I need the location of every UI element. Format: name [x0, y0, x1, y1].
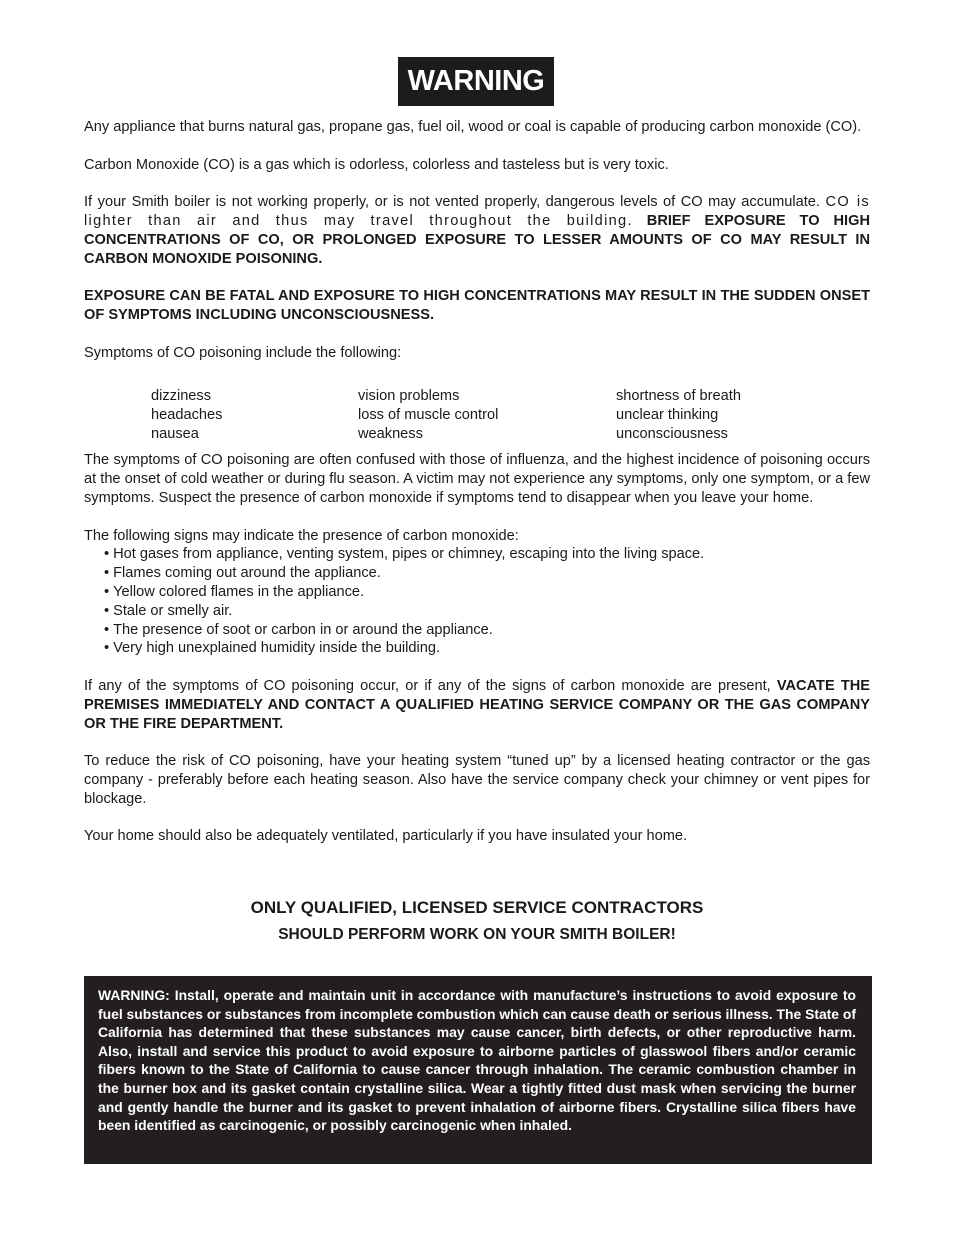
paragraph-smith-boiler: [84, 193, 870, 268]
qualified-contractors-heading: ONLY QUALIFIED, LICENSED SERVICE CONTRACTORS: [250, 898, 704, 917]
symptom-item: loss of muscle control: [358, 407, 499, 424]
symptom-item: dizziness: [151, 388, 212, 405]
sign-item: • Flames coming out around the appliance.: [104, 564, 870, 583]
paragraph-exposure-fatal: [84, 287, 870, 325]
paragraph-smith-boiler-bold: BRIEF EXPOSURE TO HIGH CONCENTRATIONS OF CO, OR PROLONGED EXPOSURE TO LESSER AMOUNTS OF CO MAY RESULT IN CARBON MONOXIDE POISONING.: [84, 212, 870, 267]
symptom-item: weakness: [358, 426, 423, 443]
paragraph-ventilation: Your home should also be adequately ventilated, particularly if you have insulated your home.: [84, 828, 688, 845]
california-warning-box: [84, 976, 872, 1164]
paragraph-appliance: Any appliance that burns natural gas, propane gas, fuel oil, wood or coal is capable of producing carbon monoxide (CO).: [84, 119, 862, 135]
paragraph-symptoms-intro: Symptoms of CO poisoning include the following:: [84, 344, 402, 361]
symptom-item: vision problems: [358, 388, 460, 405]
vacate-intro: If any of the symptoms of CO poisoning occur, or if any of the signs of carbon monoxide are present,: [84, 677, 771, 694]
exposure-fatal-text: EXPOSURE CAN BE FATAL AND EXPOSURE TO HIGH CONCENTRATIONS MAY RESULT IN THE SUDDEN ONSET OF SYMPTOMS INCLUDING UNCONSCIOUSNESS.: [84, 288, 870, 323]
warning-title: WARNING: [398, 57, 554, 106]
paragraph-signs-intro: The following signs may indicate the presence of carbon monoxide:: [84, 527, 519, 544]
sign-item: • Stale or smelly air.: [104, 602, 870, 621]
sign-item: • Yellow colored flames in the appliance.: [104, 583, 870, 602]
symptom-item: headaches: [151, 407, 223, 424]
sign-item: • Hot gases from appliance, venting system, pipes or chimney, escaping into the living space.: [104, 545, 870, 564]
symptom-item: shortness of breath: [616, 388, 741, 405]
symptoms-column-2: [358, 387, 498, 444]
paragraph-influenza: The symptoms of CO poisoning are often confused with those of influenza, and the highest incidence of poisoning occurs at the onset of cold weather or during flu season. A victim may not experience any symptoms, only one symptom, or a few symptoms. Suspect the presence of carbon monoxide if symptoms tend to disappear when you leave your home.: [84, 452, 870, 506]
signs-list: [84, 545, 870, 658]
symptoms-column-3: [616, 387, 741, 444]
symptoms-list: [84, 387, 870, 444]
symptom-item: nausea: [151, 426, 199, 443]
paragraph-smith-boiler-line1: If your Smith boiler is not working properly, or is not vented properly, dangerous levels of CO may accumulate.: [84, 194, 820, 211]
paragraph-vacate: [84, 677, 870, 733]
symptom-item: unclear thinking: [616, 407, 719, 424]
california-warning-text: WARNING: Install, operate and maintain unit in accordance with manufacture’s instructions to avoid exposure to fuel substances or substances from incomplete combustion which can cause death or serious illness. The State of California has determined that these substances may cause cancer, birth defects, or other reproductive harm. Also, install and service this product to avoid exposure to airborne particles of glasswool fibers and/or ceramic fibers known to the State of California to cause cancer through inhalation. The ceramic combustion chamber in the burner box and its gasket contain crystalline silica. Wear a tightly fitted dust mask when servicing the burner and gently handle the burner and its gasket to prevent inhalation of airborne fibers. Crystalline silica fibers have been identified as carcinogenic, or possibly carcinogenic when inhaled.: [98, 987, 857, 1134]
symptom-item: unconsciousness: [616, 426, 728, 443]
symptoms-column-1: [151, 387, 222, 444]
document-body: [84, 118, 870, 865]
sign-item: • The presence of soot or carbon in or around the appliance.: [104, 621, 870, 640]
qualified-contractors-subheading: SHOULD PERFORM WORK ON YOUR SMITH BOILER!: [278, 926, 676, 943]
paragraph-smith-boiler-line2: CO is lighter than air and thus may travel throughout the building.: [84, 194, 871, 229]
paragraph-co-definition: Carbon Monoxide (CO) is a gas which is odorless, colorless and tasteless but is very toxic.: [84, 156, 669, 173]
paragraph-reduce-risk: To reduce the risk of CO poisoning, have your heating system “tuned up” by a licensed heating contractor or the gas company - preferably before each heating season. Also have the service company check your chimney or vent pipes for blockage.: [84, 753, 870, 807]
sign-item: • Very high unexplained humidity inside the building.: [104, 639, 870, 658]
vacate-bold: VACATE THE PREMISES IMMEDIATELY AND CONTACT A QUALIFIED HEATING SERVICE COMPANY OR THE GAS COMPANY OR THE FIRE DEPARTMENT.: [84, 677, 871, 732]
